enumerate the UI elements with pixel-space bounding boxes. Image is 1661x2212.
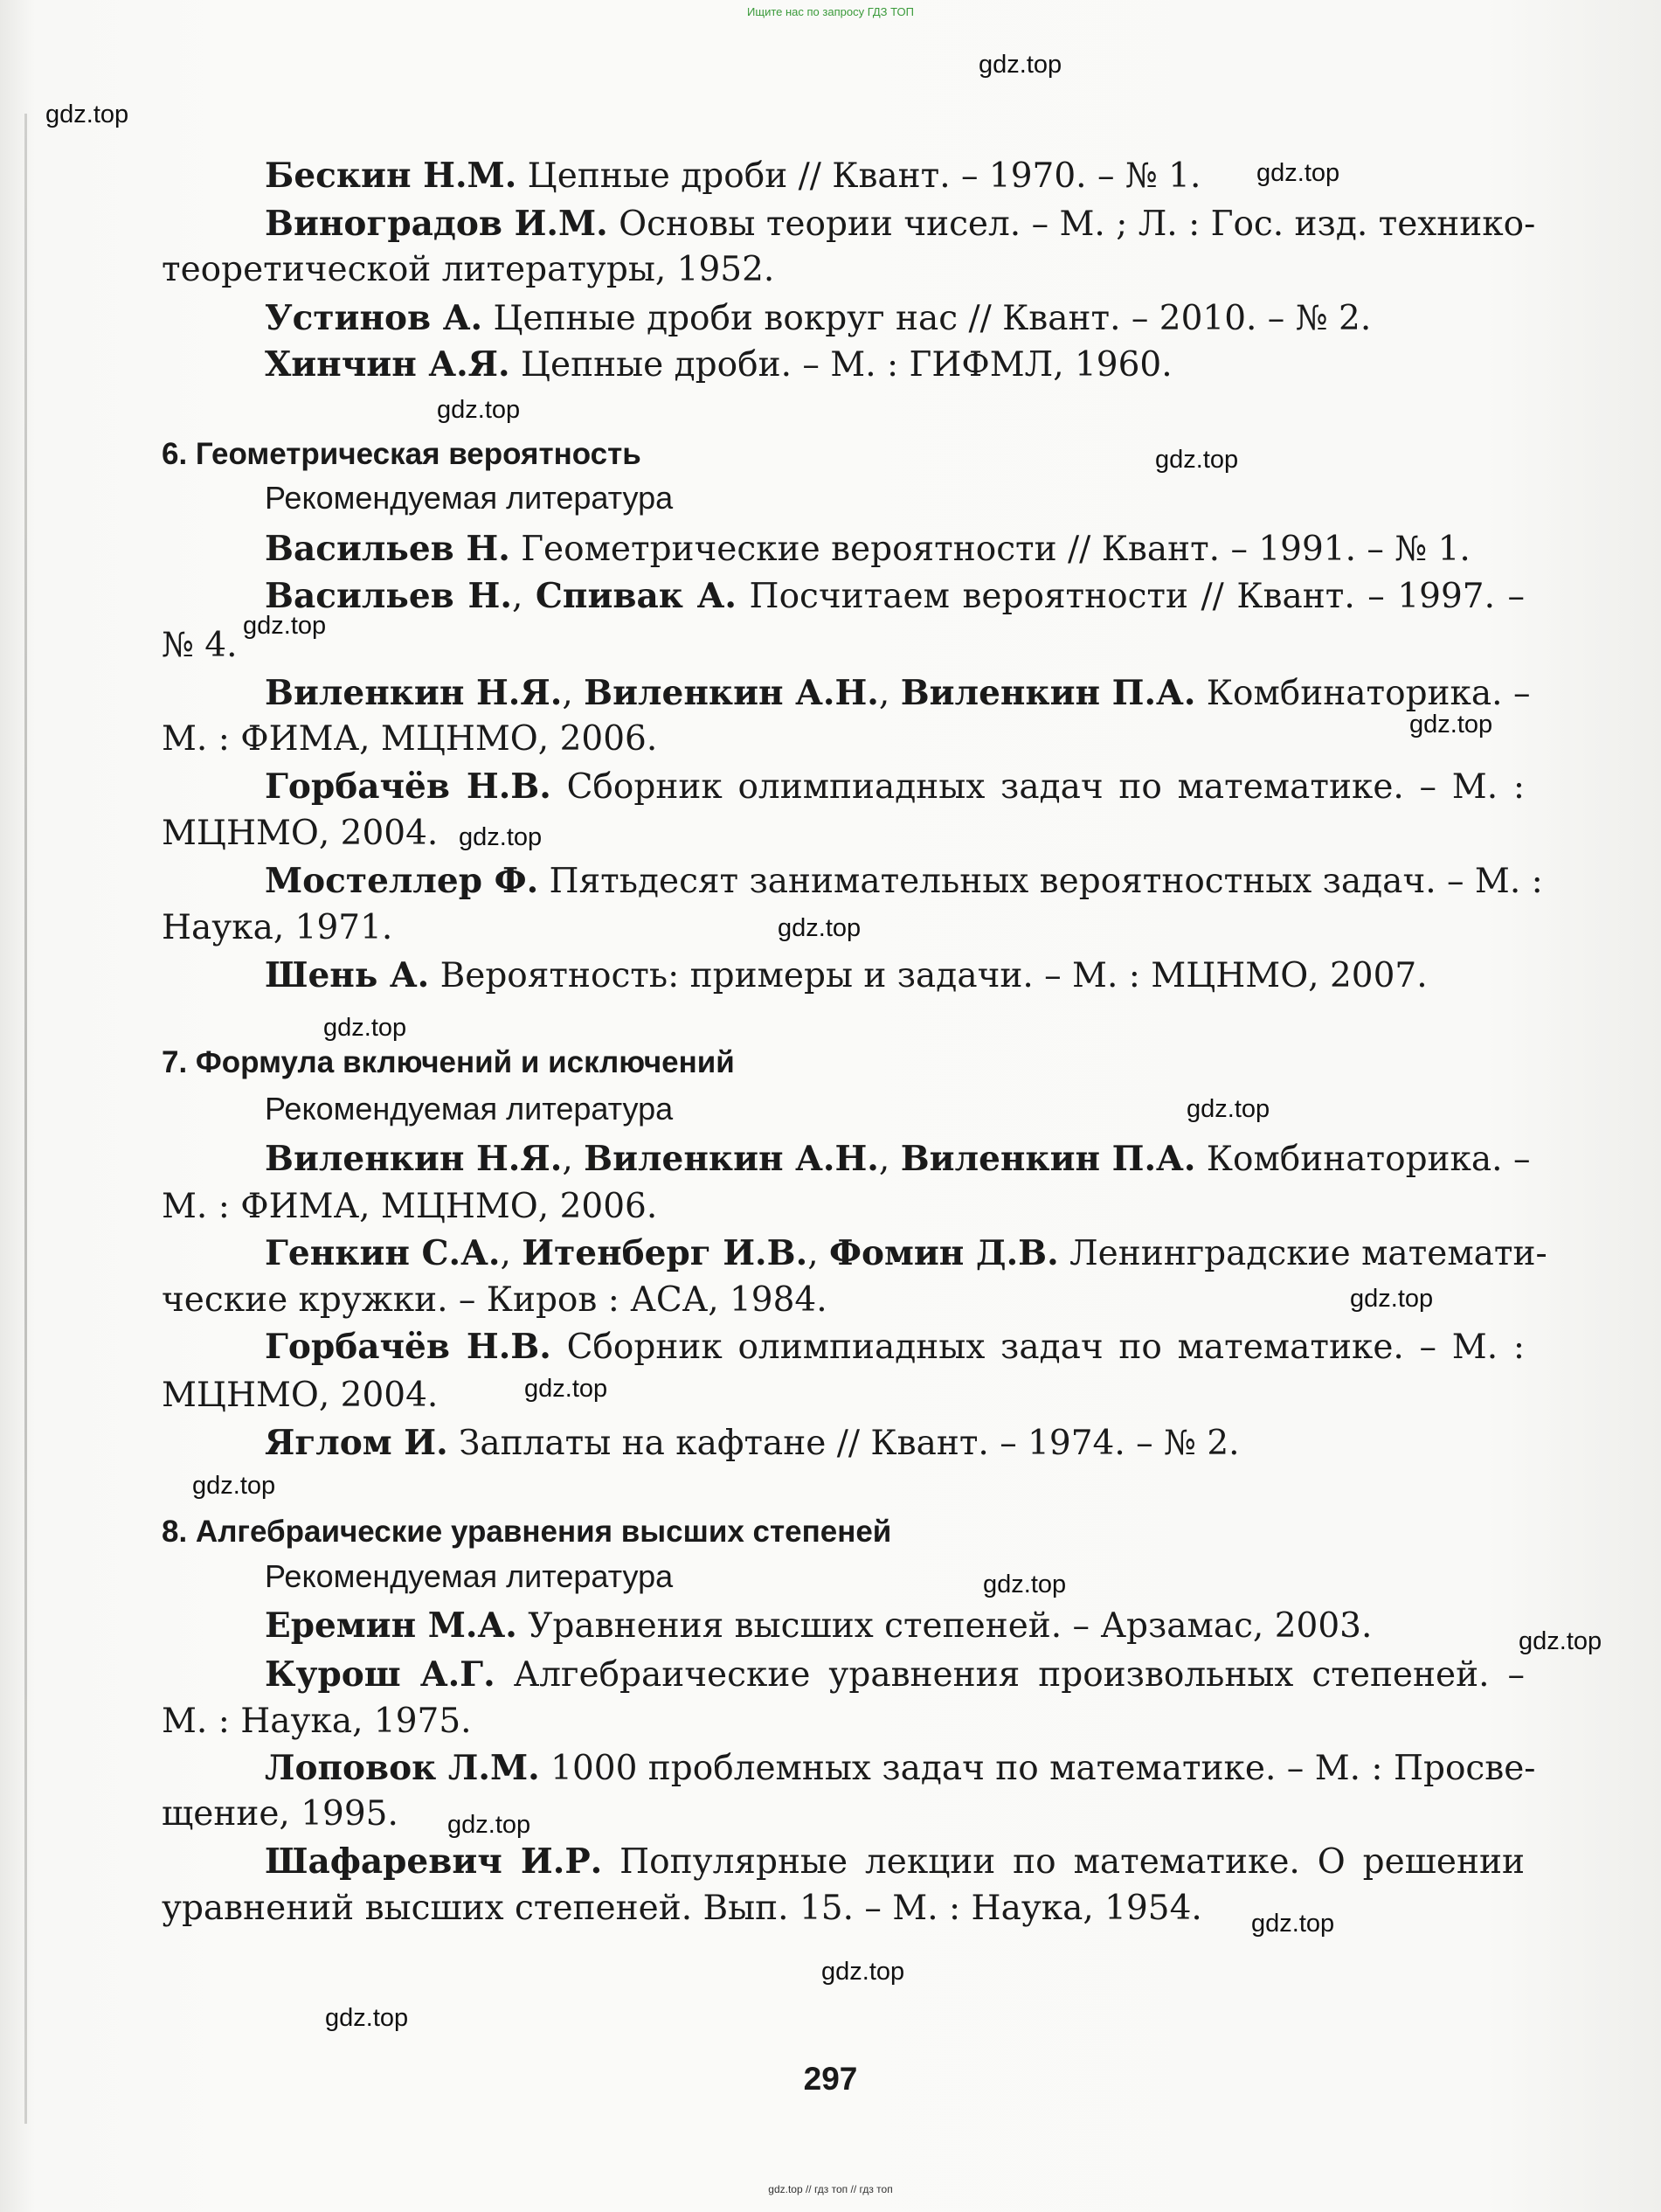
reference-continuation: МЦНМО, 2004. [162,814,439,853]
watermark: gdz.top [524,1375,608,1403]
reference-continuation: МЦНМО, 2004. [162,1376,439,1415]
page-spine-shadow [24,114,27,2124]
reference-entry: Лоповок Л.М. 1000 проблемных задач по математике. – М. : Просве- [265,1748,1536,1788]
reference-entry: Еремин М.А. Уравнения высших степеней. – Арзамас, 2003. [265,1605,1373,1646]
reference-entry: Васильев Н. Геометрические вероятности // Квант. – 1991. – № 1. [265,529,1471,569]
reference-continuation: щение, 1995. [162,1794,398,1834]
watermark: gdz.top [1251,1910,1335,1938]
watermark: gdz.top [983,1571,1067,1598]
section-subheading: Рекомендуемая литература [265,480,674,516]
watermark: gdz.top [243,612,327,640]
page-number: 297 [803,2061,858,2097]
reference-continuation: Наука, 1971. [162,908,393,947]
reference-entry: Васильев Н., Спивак А. Посчитаем вероятности // Квант. – 1997. – [265,576,1526,616]
section-heading: 7. Формула включений и исключений [162,1045,735,1079]
watermark: gdz.top [1350,1285,1434,1313]
reference-entry: Виленкин Н.Я., Виленкин А.Н., Виленкин П.А. Комбинаторика. – [265,673,1531,713]
reference-entry: Горбачёв Н.В. Сборник олимпиадных задач по математике. – М. : [265,766,1525,807]
reference-entry: Виноградов И.М. Основы теории чисел. – М. ; Л. : Гос. изд. технико- [265,204,1536,244]
reference-entry: Бескин Н.М. Цепные дроби // Квант. – 1970. – № 1. [265,156,1201,196]
reference-continuation: М. : ФИМА, МЦНМО, 2006. [162,1187,658,1226]
watermark: gdz.top [437,396,521,424]
watermark: gdz.top [1256,159,1340,187]
reference-entry: Горбачёв Н.В. Сборник олимпиадных задач по математике. – М. : [265,1327,1525,1367]
watermark: gdz.top [1519,1627,1602,1655]
reference-continuation: ческие кружки. – Киров : АСА, 1984. [162,1280,827,1320]
watermark: gdz.top [45,101,129,128]
reference-entry: Шень А. Вероятность: примеры и задачи. – М. : МЦНМО, 2007. [265,955,1428,995]
watermark: gdz.top [821,1958,905,1986]
watermark: gdz.top [1155,446,1239,474]
reference-entry: Курош А.Г. Алгебраические уравнения произвольных степеней. – [265,1654,1526,1695]
reference-entry: Устинов А. Цепные дроби вокруг нас // Квант. – 2010. – № 2. [265,298,1372,338]
reference-continuation: уравнений высших степеней. Вып. 15. – М. : Наука, 1954. [162,1889,1202,1928]
reference-entry: Мостеллер Ф. Пятьдесят занимательных вероятностных задач. – М. : [265,861,1543,901]
reference-continuation: М. : Наука, 1975. [162,1702,472,1741]
reference-entry: Генкин С.А., Итенберг И.В., Фомин Д.В. Ленинградские математи- [265,1233,1547,1273]
watermark: gdz.top [447,1811,531,1839]
watermark: gdz.top [325,2004,409,2032]
watermark: gdz.top [192,1472,276,1500]
section-heading: 8. Алгебраические уравнения высших степеней [162,1515,892,1549]
section-subheading: Рекомендуемая литература [265,1091,674,1127]
watermark: gdz.top [778,914,862,942]
watermark: gdz.top [1409,711,1493,738]
bottom-notice: gdz.top // гдз топ // гдз топ [768,2183,893,2195]
reference-entry: Хинчин А.Я. Цепные дроби. – М. : ГИФМЛ, 1960. [265,344,1173,385]
watermark: gdz.top [323,1014,407,1042]
watermark: gdz.top [459,823,543,851]
section-subheading: Рекомендуемая литература [265,1558,674,1594]
reference-entry: Шафаревич И.Р. Популярные лекции по математике. О решении [265,1841,1525,1882]
reference-continuation: М. : ФИМА, МЦНМО, 2006. [162,719,658,759]
reference-continuation: теоретической литературы, 1952. [162,250,775,289]
watermark: gdz.top [1187,1095,1270,1123]
section-heading: 6. Геометрическая вероятность [162,437,641,471]
reference-entry: Яглом И. Заплаты на кафтане // Квант. – 1974. – № 2. [265,1423,1240,1463]
reference-entry: Виленкин Н.Я., Виленкин А.Н., Виленкин П.А. Комбинаторика. – [265,1139,1531,1179]
watermark: gdz.top [979,51,1062,79]
top-notice: Ищите нас по запросу ГДЗ ТОП [747,5,914,18]
reference-continuation: № 4. [162,626,238,665]
